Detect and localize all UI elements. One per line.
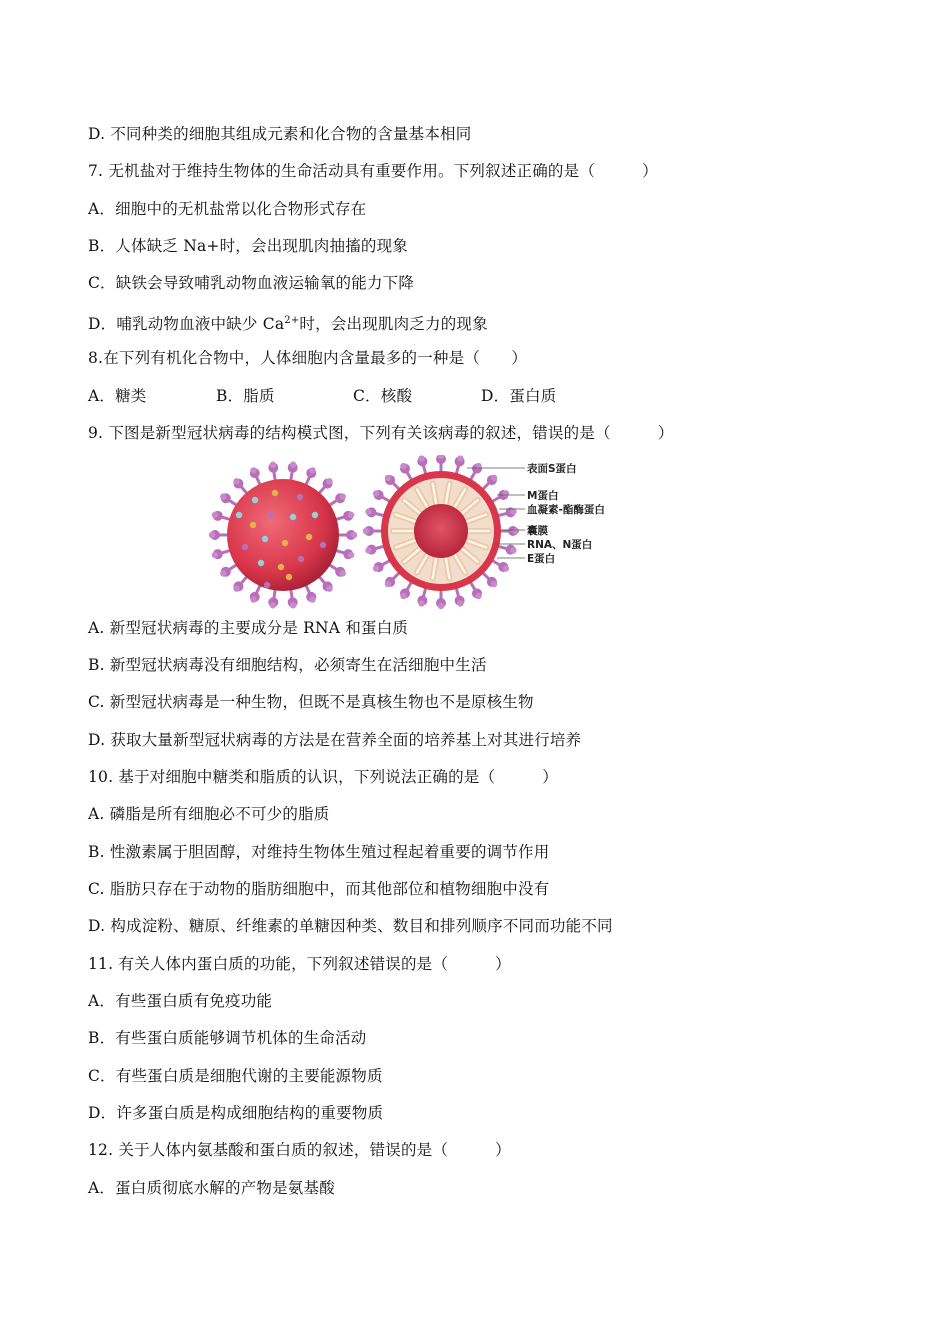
q11-option-d: D．许多蛋白质是构成细胞结构的重要物质 [88,1104,384,1122]
q12-stem: 12. 关于人体内氨基酸和蛋白质的叙述，错误的是（ ） [88,1141,511,1159]
q7d-text-start: D．哺乳动物血液中缺少 Ca [88,315,285,334]
q7-option-b: B．人体缺乏 Na+时，会出现肌肉抽搐的现象 [88,237,409,255]
q8-option-d: D．蛋白质 [481,387,557,405]
q8-option-c: C．核酸 [353,387,413,405]
q8-option-b: B．脂质 [216,387,275,405]
q6-option-d: D. 不同种类的细胞其组成元素和化合物的含量基本相同 [88,125,472,143]
q10-option-b: B. 性激素属于胆固醇，对维持生物体生殖过程起着重要的调节作用 [88,843,550,861]
q10-option-c: C. 脂肪只存在于动物的脂肪细胞中，而其他部位和植物细胞中没有 [88,880,550,898]
virus-structure-figure [205,455,605,615]
label-e-protein: E蛋白 [527,553,556,565]
q7d-superscript: 2+ [284,315,300,326]
virus-exterior [209,462,357,609]
label-envelope: 囊膜 [527,525,548,537]
q9-option-b: B. 新型冠状病毒没有细胞结构，必须寄生在活细胞中生活 [88,656,487,674]
q12-option-a: A．蛋白质彻底水解的产物是氨基酸 [88,1179,335,1197]
q7-option-d [88,311,488,334]
q8-option-a: A．糖类 [88,387,147,405]
q11-option-b: B．有些蛋白质能够调节机体的生命活动 [88,1029,367,1047]
q11-stem: 11. 有关人体内蛋白质的功能，下列叙述错误的是（ ） [88,955,511,973]
q7-option-a: A．细胞中的无机盐常以化合物形式存在 [88,200,367,218]
q10-option-d: D. 构成淀粉、糖原、纤维素的单糖因种类、数目和排列顺序不同而功能不同 [88,917,613,935]
q8-stem: 8.在下列有机化合物中，人体细胞内含量最多的一种是（ ） [88,349,528,367]
virus-core [414,504,468,558]
virus-illustration [205,455,605,615]
q11-option-c: C．有些蛋白质是细胞代谢的主要能源物质 [88,1067,383,1085]
q9-option-a: A. 新型冠状病毒的主要成分是 RNA 和蛋白质 [88,619,409,637]
q8-options [88,386,556,406]
q7d-text-end: 时，会出现肌肉乏力的现象 [299,315,488,334]
q7-option-c: C．缺铁会导致哺乳动物血液运输氧的能力下降 [88,274,415,292]
q10-option-a: A. 磷脂是所有细胞必不可少的脂质 [88,805,330,823]
virus-body [227,479,339,591]
label-he-protein: 血凝素-酯酶蛋白 [527,504,605,516]
label-rna-n-protein: RNA、N蛋白 [527,539,593,551]
virus-cross-section [363,455,519,609]
label-m-protein: M蛋白 [527,490,559,502]
q9-option-d: D. 获取大量新型冠状病毒的方法是在营养全面的培养基上对其进行培养 [88,731,582,749]
q7-stem: 7. 无机盐对于维持生物体的生命活动具有重要作用。下列叙述正确的是（ ） [88,162,658,180]
q11-option-a: A．有些蛋白质有免疫功能 [88,992,273,1010]
q10-stem: 10. 基于对细胞中糖类和脂质的认识，下列说法正确的是（ ） [88,768,558,786]
q9-stem: 9. 下图是新型冠状病毒的结构模式图，下列有关该病毒的叙述，错误的是（ ） [88,424,674,442]
label-s-protein: 表面S蛋白 [527,463,577,475]
q9-option-c: C. 新型冠状病毒是一种生物，但既不是真核生物也不是原核生物 [88,693,534,711]
